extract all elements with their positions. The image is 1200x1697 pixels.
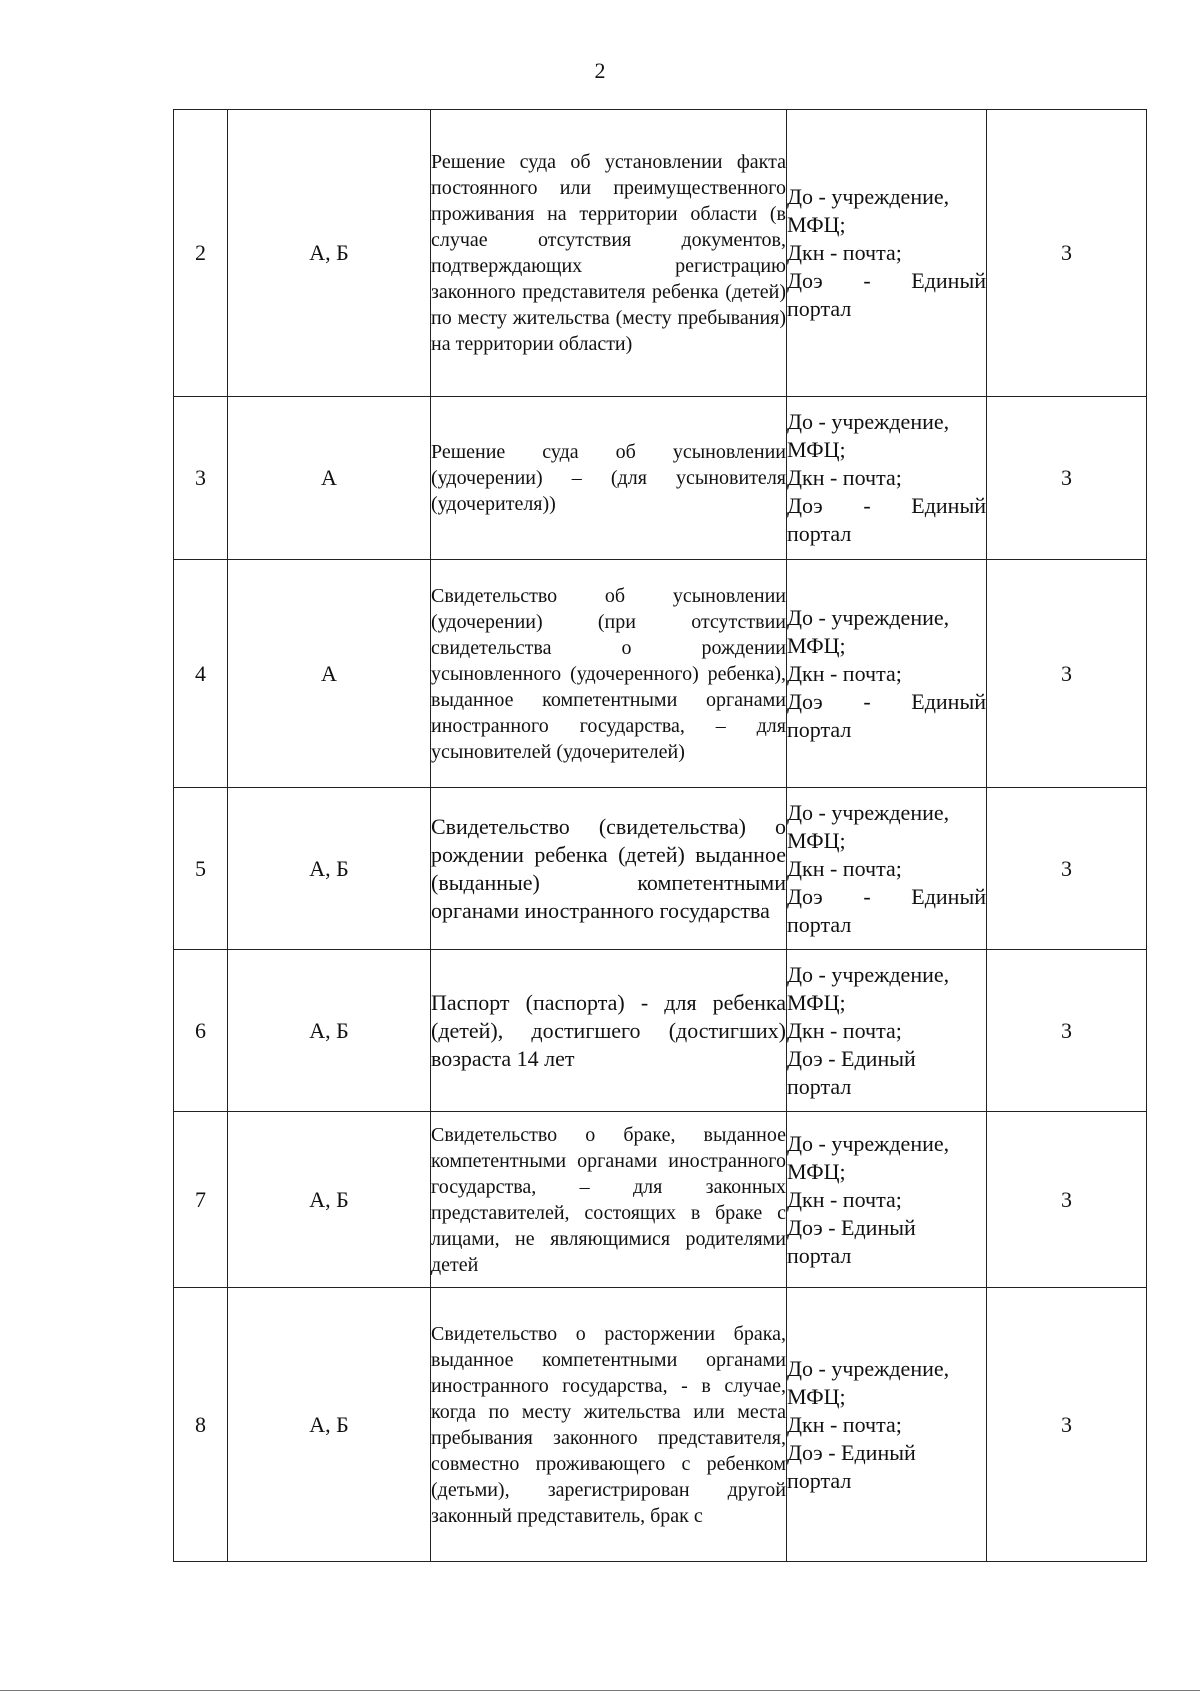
submission-method (787, 110, 987, 397)
term-value: 3 (987, 1288, 1147, 1562)
method-line: Дкн - почта; (787, 855, 902, 881)
method-line: Дкн - почта; (787, 660, 902, 686)
method-line: До - учреждение, МФЦ; (787, 1355, 950, 1409)
applicant-category: А, Б (228, 788, 431, 950)
term-value: 3 (987, 788, 1147, 950)
table-row (174, 950, 1147, 1112)
method-line: портал (787, 716, 852, 742)
page-number: 2 (594, 58, 606, 83)
submission-method (787, 788, 987, 950)
table-row (174, 1112, 1147, 1288)
method-line: портал (787, 1467, 852, 1493)
document-name: Решение суда об установлении факта постоянного или преимущественного проживания на территории области (в случае отсутствия документов, подтверждающих регистрацию законного представителя ребенка (детей) по месту жительства (месту пребывания) на территории области) (431, 110, 787, 397)
method-line: Дкн - почта; (787, 240, 902, 265)
submission-method (787, 950, 987, 1112)
document-name: Решение суда об усыновлении (удочерении) – (для усыновителя (удочерителя)) (431, 397, 787, 560)
method-line: До - учреждение, МФЦ; (787, 604, 950, 658)
method-line: Дкн - почта; (787, 465, 902, 490)
applicant-category: А, Б (228, 1288, 431, 1562)
method-line: портал (787, 521, 852, 546)
method-line: Доэ - Единый (787, 268, 986, 293)
applicant-category: А, Б (228, 950, 431, 1112)
row-number: 8 (174, 1288, 228, 1562)
document-name: Свидетельство о браке, выданное компетентными органами иностранного государства, – для законных представителей, состоящих в браке с лицами, не являющимися родителями детей (431, 1112, 787, 1288)
method-line: портал (787, 296, 852, 321)
documents-table (173, 109, 1147, 1562)
method-line: Доэ - Единый (787, 1045, 916, 1071)
document-name: Паспорт (паспорта) - для ребенка (детей), достигшего (достигших) возраста 14 лет (431, 950, 787, 1112)
method-line: Доэ - Единый (787, 493, 986, 518)
row-number: 2 (174, 110, 228, 397)
method-line: До - учреждение, МФЦ; (787, 1130, 950, 1184)
method-line: До - учреждение, МФЦ; (787, 961, 950, 1015)
method-line: портал (787, 911, 852, 937)
submission-method (787, 1112, 987, 1288)
applicant-category: А, Б (228, 110, 431, 397)
submission-method (787, 397, 987, 560)
method-line: Дкн - почта; (787, 1186, 902, 1212)
term-value: 3 (987, 950, 1147, 1112)
method-line: портал (787, 1242, 852, 1268)
applicant-category: А, Б (228, 1112, 431, 1288)
table-row (174, 397, 1147, 560)
document-name: Свидетельство о расторжении брака, выданное компетентными органами иностранного государства, - в случае, когда по месту жительства или места пребывания законного представителя, совместно проживающего с ребенком (детьми), зарегистрирован другой законный представитель, брак с (431, 1288, 787, 1562)
table-row (174, 560, 1147, 788)
row-number: 4 (174, 560, 228, 788)
method-line: До - учреждение, МФЦ; (787, 799, 950, 853)
method-line: До - учреждение, МФЦ; (787, 409, 950, 462)
row-number: 6 (174, 950, 228, 1112)
method-line: До - учреждение, МФЦ; (787, 184, 950, 237)
document-name: Свидетельство об усыновлении (удочерении) (при отсутствии свидетельства о рождении усыновленного (удочеренного) ребенка), выданное компетентными органами иностранного государства, – для усыновителей (удочерителей) (431, 560, 787, 788)
term-value: 3 (987, 1112, 1147, 1288)
table-row (174, 110, 1147, 397)
method-line: Доэ - Единый (787, 688, 986, 714)
term-value: 3 (987, 397, 1147, 560)
submission-method (787, 560, 987, 788)
method-line: портал (787, 1073, 852, 1099)
table-row (174, 788, 1147, 950)
method-line: Дкн - почта; (787, 1017, 902, 1043)
submission-method (787, 1288, 987, 1562)
method-line: Доэ - Единый (787, 1439, 916, 1465)
term-value: 3 (987, 560, 1147, 788)
method-line: Доэ - Единый (787, 883, 986, 909)
table-row (174, 1288, 1147, 1562)
term-value: 3 (987, 110, 1147, 397)
applicant-category: А (228, 397, 431, 560)
document-name: Свидетельство (свидетельства) о рождении ребенка (детей) выданное (выданные) компетентными органами иностранного государства (431, 788, 787, 950)
row-number: 5 (174, 788, 228, 950)
applicant-category: А (228, 560, 431, 788)
method-line: Доэ - Единый (787, 1214, 916, 1240)
row-number: 3 (174, 397, 228, 560)
scan-edge-line (0, 1690, 1200, 1691)
row-number: 7 (174, 1112, 228, 1288)
method-line: Дкн - почта; (787, 1411, 902, 1437)
